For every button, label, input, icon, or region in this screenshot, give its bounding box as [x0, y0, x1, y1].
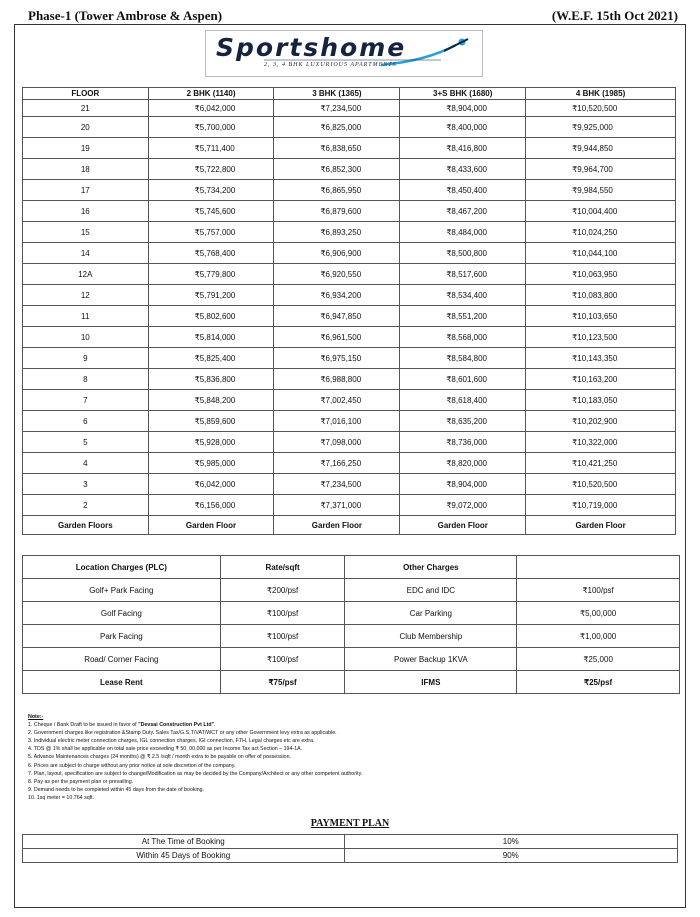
- price-cell: ₹7,371,000: [274, 495, 400, 516]
- price-cell: ₹8,904,000: [400, 474, 526, 495]
- price-cell: ₹10,520,500: [526, 100, 676, 117]
- rate-cell: ₹100/psf: [220, 625, 345, 648]
- price-cell: ₹8,904,000: [400, 100, 526, 117]
- price-cell: ₹5,711,400: [148, 138, 274, 159]
- location-cell: Golf+ Park Facing: [23, 579, 221, 602]
- table-row: [23, 432, 676, 453]
- price-cell: ₹6,879,600: [274, 201, 400, 222]
- amount-cell: ₹100/psf: [517, 579, 680, 602]
- payee-name: "Devsai Construction Pvt Ltd": [138, 722, 215, 729]
- table-row: [23, 474, 676, 495]
- price-cell: ₹6,947,850: [274, 306, 400, 327]
- garden-floor-row: [23, 516, 676, 535]
- amount-cell: ₹1,00,000: [517, 625, 680, 648]
- price-cell: ₹5,825,400: [148, 348, 274, 369]
- price-cell: ₹10,123,500: [526, 327, 676, 348]
- price-cell: ₹8,534,400: [400, 285, 526, 306]
- table-row: [23, 264, 676, 285]
- floor-cell: 6: [23, 411, 149, 432]
- price-cell: ₹5,734,200: [148, 180, 274, 201]
- price-cell: ₹10,143,350: [526, 348, 676, 369]
- table-row: [23, 579, 680, 602]
- price-cell: ₹7,002,450: [274, 390, 400, 411]
- amount-cell: ₹25/psf: [517, 671, 680, 694]
- price-cell: ₹8,433,600: [400, 159, 526, 180]
- price-cell: ₹8,551,200: [400, 306, 526, 327]
- price-cell: ₹5,745,600: [148, 201, 274, 222]
- garden-cell: Garden Floor: [274, 516, 400, 535]
- rate-cell: ₹100/psf: [220, 648, 345, 671]
- price-cell: ₹5,779,800: [148, 264, 274, 285]
- floor-cell: 4: [23, 453, 149, 474]
- floor-cell: 20: [23, 117, 149, 138]
- price-cell: ₹8,568,000: [400, 327, 526, 348]
- charge-cell: Club Membership: [345, 625, 517, 648]
- price-cell: ₹10,083,800: [526, 285, 676, 306]
- note-item: 5. Advance Maintenances charges (24 months) @ ₹ 2.5 /sqft / month extra to be payable on offer of possession.: [28, 754, 292, 761]
- table-row: [23, 453, 676, 474]
- table-row: [23, 285, 676, 306]
- note-text: .: [214, 722, 216, 729]
- price-cell: ₹5,814,000: [148, 327, 274, 348]
- stage-cell: Within 45 Days of Booking: [23, 849, 345, 863]
- table-row: [23, 602, 680, 625]
- price-cell: ₹10,004,400: [526, 201, 676, 222]
- price-cell: ₹8,618,400: [400, 390, 526, 411]
- price-cell: ₹6,825,000: [274, 117, 400, 138]
- page-header: [22, 8, 678, 24]
- price-cell: ₹5,859,600: [148, 411, 274, 432]
- floor-cell: 3: [23, 474, 149, 495]
- stage-cell: At The Time of Booking: [23, 835, 345, 849]
- table-row: [23, 100, 676, 117]
- floor-cell: 18: [23, 159, 149, 180]
- price-cell: ₹10,163,200: [526, 369, 676, 390]
- price-cell: ₹6,988,800: [274, 369, 400, 390]
- col-other-charges: Other Charges: [345, 556, 517, 579]
- note-item: 10. 1sq meter = 10.764 sqft.: [28, 794, 95, 801]
- col-rate-sqft: Rate/sqft: [220, 556, 345, 579]
- price-cell: ₹10,044,100: [526, 243, 676, 264]
- price-cell: ₹5,848,200: [148, 390, 274, 411]
- price-cell: ₹6,893,250: [274, 222, 400, 243]
- col-3sbhk: 3+S BHK (1680): [400, 88, 526, 100]
- sportshome-logo: [205, 30, 483, 77]
- price-cell: ₹9,072,000: [400, 495, 526, 516]
- floor-cell: 17: [23, 180, 149, 201]
- price-cell: ₹6,920,550: [274, 264, 400, 285]
- price-cell: ₹6,042,000: [148, 474, 274, 495]
- table-row: [23, 327, 676, 348]
- note-item: [28, 721, 668, 729]
- price-cell: ₹6,042,000: [148, 100, 274, 117]
- floor-cell: 15: [23, 222, 149, 243]
- table-row: [23, 138, 676, 159]
- amount-cell: ₹25,000: [517, 648, 680, 671]
- floor-cell: 14: [23, 243, 149, 264]
- col-location-charges: Location Charges (PLC): [23, 556, 221, 579]
- table-row: [23, 348, 676, 369]
- price-cell: ₹10,421,250: [526, 453, 676, 474]
- note-item: 9. Demand needs to be completed within 45 days from the date of booking.: [28, 786, 205, 793]
- note-item: 3. Individual electric meter connection charges, IGL connection charges, IGI connection, FTH, Legal charges etc are extra.: [28, 738, 315, 745]
- phase-title: Phase-1 (Tower Ambrose & Aspen): [28, 8, 223, 23]
- price-cell: ₹6,934,200: [274, 285, 400, 306]
- price-cell: ₹5,757,000: [148, 222, 274, 243]
- price-cell: ₹10,719,000: [526, 495, 676, 516]
- floor-cell: 8: [23, 369, 149, 390]
- price-cell: ₹7,016,100: [274, 411, 400, 432]
- table-row: [23, 222, 676, 243]
- price-cell: ₹8,635,200: [400, 411, 526, 432]
- percent-cell: 90%: [344, 849, 677, 863]
- price-cell: ₹8,584,800: [400, 348, 526, 369]
- price-cell: ₹5,802,600: [148, 306, 274, 327]
- price-cell: ₹5,700,000: [148, 117, 274, 138]
- col-3bhk: 3 BHK (1365): [274, 88, 400, 100]
- floor-cell: 12A: [23, 264, 149, 285]
- garden-cell: Garden Floor: [400, 516, 526, 535]
- price-cell: ₹10,024,250: [526, 222, 676, 243]
- payment-plan-table: [22, 834, 678, 863]
- logo-wordmark: Sportshome: [216, 33, 407, 62]
- price-cell: ₹9,944,850: [526, 138, 676, 159]
- floor-cell: 5: [23, 432, 149, 453]
- note-item: 6. Prices are subject to charge without any prior notice at sole discretion of the company.: [28, 762, 236, 769]
- price-cell: ₹8,517,600: [400, 264, 526, 285]
- amount-cell: ₹5,00,000: [517, 602, 680, 625]
- price-cell: ₹5,928,000: [148, 432, 274, 453]
- price-cell: ₹6,865,950: [274, 180, 400, 201]
- price-cell: ₹8,416,800: [400, 138, 526, 159]
- price-cell: ₹6,156,000: [148, 495, 274, 516]
- price-table-header: [23, 88, 676, 100]
- price-cell: ₹8,400,000: [400, 117, 526, 138]
- price-cell: ₹5,791,200: [148, 285, 274, 306]
- price-cell: ₹8,820,000: [400, 453, 526, 474]
- note-item: 4. TDS @ 1% shall be applicable on total sale price exceeding ₹ 50, 00,000 as per Income Tax act Section – 194-1A.: [28, 746, 303, 753]
- note-item: 7. Plan, layout, specification are subject to change/Modification as may be decided by the Company/Architect or any other competent authority.: [28, 770, 363, 777]
- price-cell: ₹10,063,950: [526, 264, 676, 285]
- col-4bhk: 4 BHK (1985): [526, 88, 676, 100]
- price-cell: ₹8,484,000: [400, 222, 526, 243]
- price-cell: ₹8,736,000: [400, 432, 526, 453]
- price-cell: ₹8,500,800: [400, 243, 526, 264]
- floor-cell: 19: [23, 138, 149, 159]
- price-cell: ₹8,450,400: [400, 180, 526, 201]
- price-cell: ₹10,202,900: [526, 411, 676, 432]
- rate-cell: ₹200/psf: [220, 579, 345, 602]
- price-cell: ₹7,234,500: [274, 474, 400, 495]
- price-cell: ₹5,722,800: [148, 159, 274, 180]
- floor-cell: 21: [23, 100, 149, 117]
- price-cell: ₹7,234,500: [274, 100, 400, 117]
- price-cell: ₹10,520,500: [526, 474, 676, 495]
- effective-date: (W.E.F. 15th Oct 2021): [551, 8, 678, 23]
- floor-cell: 2: [23, 495, 149, 516]
- floor-cell: 11: [23, 306, 149, 327]
- charges-table: [22, 555, 680, 694]
- price-cell: ₹8,601,600: [400, 369, 526, 390]
- price-cell: ₹6,961,500: [274, 327, 400, 348]
- table-row: [23, 159, 676, 180]
- price-cell: ₹9,984,550: [526, 180, 676, 201]
- table-row: [23, 243, 676, 264]
- table-row: [23, 849, 678, 863]
- price-cell: ₹9,925,000: [526, 117, 676, 138]
- table-row: [23, 495, 676, 516]
- table-row: [23, 648, 680, 671]
- table-row: [23, 180, 676, 201]
- table-row: [23, 625, 680, 648]
- table-row: [23, 390, 676, 411]
- percent-cell: 10%: [344, 835, 677, 849]
- note-item: 2. Government charges like registration &Stamp Duty. Sales Tax/G.S.T/VAT/WCT or any other Government levy extra as applicable.: [28, 730, 337, 737]
- charge-cell: Car Parking: [345, 602, 517, 625]
- location-cell: Park Facing: [23, 625, 221, 648]
- location-cell: Road/ Corner Facing: [23, 648, 221, 671]
- notes-title: Note:-: [28, 714, 44, 720]
- location-cell: Golf Facing: [23, 602, 221, 625]
- charges-table-header: [23, 556, 680, 579]
- price-cell: ₹10,322,000: [526, 432, 676, 453]
- floor-cell: 10: [23, 327, 149, 348]
- charge-cell: IFMS: [345, 671, 517, 694]
- price-cell: ₹10,183,050: [526, 390, 676, 411]
- table-row: [23, 835, 678, 849]
- price-table: [22, 87, 676, 535]
- col-2bhk: 2 BHK (1140): [148, 88, 274, 100]
- price-cell: ₹8,467,200: [400, 201, 526, 222]
- garden-cell: Garden Floors: [23, 516, 149, 535]
- note-item: 8. Pay as per the payment plan or prevailing.: [28, 778, 134, 785]
- table-row: [23, 306, 676, 327]
- payment-plan-title: PAYMENT PLAN: [310, 818, 390, 829]
- table-row: [23, 411, 676, 432]
- table-row: [23, 201, 676, 222]
- price-cell: ₹6,906,900: [274, 243, 400, 264]
- floor-cell: 9: [23, 348, 149, 369]
- price-cell: ₹5,768,400: [148, 243, 274, 264]
- price-cell: ₹6,838,650: [274, 138, 400, 159]
- garden-cell: Garden Floor: [148, 516, 274, 535]
- price-cell: ₹5,985,000: [148, 453, 274, 474]
- rate-cell: ₹75/psf: [220, 671, 345, 694]
- charge-cell: EDC and IDC: [345, 579, 517, 602]
- garden-cell: Garden Floor: [526, 516, 676, 535]
- price-cell: ₹6,975,150: [274, 348, 400, 369]
- price-cell: ₹9,964,700: [526, 159, 676, 180]
- lease-rent-row: [23, 671, 680, 694]
- floor-cell: 7: [23, 390, 149, 411]
- charge-cell: Power Backup 1KVA: [345, 648, 517, 671]
- floor-cell: 12: [23, 285, 149, 306]
- table-row: [23, 117, 676, 138]
- price-cell: ₹7,098,000: [274, 432, 400, 453]
- price-cell: ₹5,836,800: [148, 369, 274, 390]
- floor-cell: 16: [23, 201, 149, 222]
- price-cell: ₹7,166,250: [274, 453, 400, 474]
- col-amount: [517, 556, 680, 579]
- location-cell: Lease Rent: [23, 671, 221, 694]
- logo-tagline: 2, 3, 4 BHK LUXURIOUS APARTMENTS: [264, 62, 397, 68]
- price-cell: ₹6,852,300: [274, 159, 400, 180]
- rate-cell: ₹100/psf: [220, 602, 345, 625]
- notes-section: [28, 713, 668, 802]
- table-row: [23, 369, 676, 390]
- price-cell: ₹10,103,650: [526, 306, 676, 327]
- note-text: 1. Cheque / Bank Draft to be issued in favor of: [28, 722, 139, 729]
- col-floor: FLOOR: [23, 88, 149, 100]
